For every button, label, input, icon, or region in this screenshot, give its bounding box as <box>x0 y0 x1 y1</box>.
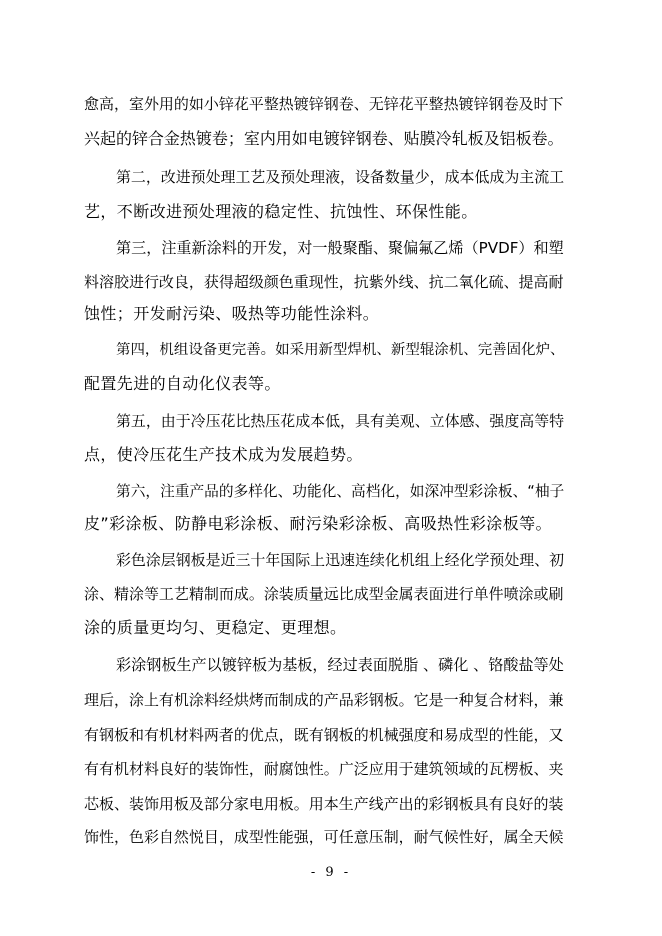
text-line <box>0 507 662 541</box>
text-line <box>0 648 662 682</box>
text-line <box>0 683 662 717</box>
text-line <box>0 160 662 194</box>
line-text: 第四，机组设备更完善。如采用新型焊机、新型辊涂机、完善固化炉、 <box>116 342 565 358</box>
text-line <box>0 367 662 401</box>
line-text: 涂、精涂等工艺精制而成。涂装质量远比成型金属表面进行单件喷涂或刷 <box>84 585 564 603</box>
line-text: 愈高，室外用的如小锌花平整热镀锌钢卷、无锌花平整热镀锌钢卷及时下 <box>84 95 564 113</box>
text-line <box>0 195 662 229</box>
line-text: 有有机材料良好的装饰性，耐腐蚀性。广泛应用于建筑领域的瓦楞板、夹 <box>84 760 564 778</box>
line-text: 饰性，色彩自然悦目，成型性能强，可任意压制，耐气候性好，属全天候 <box>84 828 564 846</box>
line-text: 理后，涂上有机涂料经烘烤而制成的产品彩钢板。它是一种复合材料，兼 <box>84 691 564 709</box>
text-line <box>0 231 662 265</box>
line-text: 第六，注重产品的多样化、功能化、高档化，如深冲型彩涂板、“柚子 <box>116 483 565 500</box>
text-line <box>0 543 662 577</box>
line-text: 皮”彩涂板、防静电彩涂板、耐污染彩涂板、高吸热性彩涂板等。 <box>84 514 552 533</box>
line-text: 第五，由于冷压花比热压花成本低，具有美观、立体感、强度高等特 <box>116 412 565 430</box>
text-line <box>0 87 662 121</box>
text-line <box>0 752 662 786</box>
line-text: 涂的质量更均匀、更稳定、更理想。 <box>84 618 347 637</box>
text-line <box>0 122 662 156</box>
text-line <box>0 265 662 299</box>
text-line <box>0 718 662 752</box>
line-text: 料溶胶进行改良，获得超级颜色重现性，抗紫外线、抗二氧化硫、提高耐 <box>84 273 564 291</box>
line-text: 有钢板和有机材料两者的优点，既有钢板的机械强度和易成型的性能，又 <box>84 726 564 744</box>
text-line <box>0 577 662 611</box>
text-line <box>0 475 662 509</box>
text-line <box>0 297 662 331</box>
text-line <box>0 333 662 367</box>
text-line <box>0 404 662 438</box>
text-line <box>0 820 662 854</box>
text-line <box>0 787 662 821</box>
line-text: 彩色涂层钢板是近三十年国际上迅速连续化机组上经化学预处理、初 <box>116 551 565 569</box>
line-text: 蚀性；开发耐污染、吸热等功能性涂料。 <box>84 304 380 323</box>
line-text: 点，使冷压花生产技术成为发展趋势。 <box>84 445 363 464</box>
line-text: 艺，不断改进预处理液的稳定性、抗蚀性、环保性能。 <box>84 202 478 221</box>
line-text: 第二，改进预处理工艺及预处理液，设备数量少，成本低成为主流工 <box>116 168 565 186</box>
line-text: 配置先进的自动化仪表等。 <box>84 374 281 393</box>
text-line <box>0 438 662 472</box>
line-text: 兴起的锌合金热镀卷；室内用如电镀锌钢卷、贴膜冷轧板及铝板卷。 <box>84 129 564 148</box>
text-line <box>0 611 662 645</box>
line-text: 彩涂钢板生产以镀锌板为基板，经过表面脱脂 、磷化 、铬酸盐等处 <box>116 656 564 674</box>
line-text: 芯板、装饰用板及部分家电用板。用本生产线产出的彩钢板具有良好的装 <box>84 795 564 813</box>
page-number: - 9 - <box>310 865 352 880</box>
line-text: 第三，注重新涂料的开发，对一般聚酯、聚偏氟乙烯（PVDF）和塑 <box>116 239 564 257</box>
